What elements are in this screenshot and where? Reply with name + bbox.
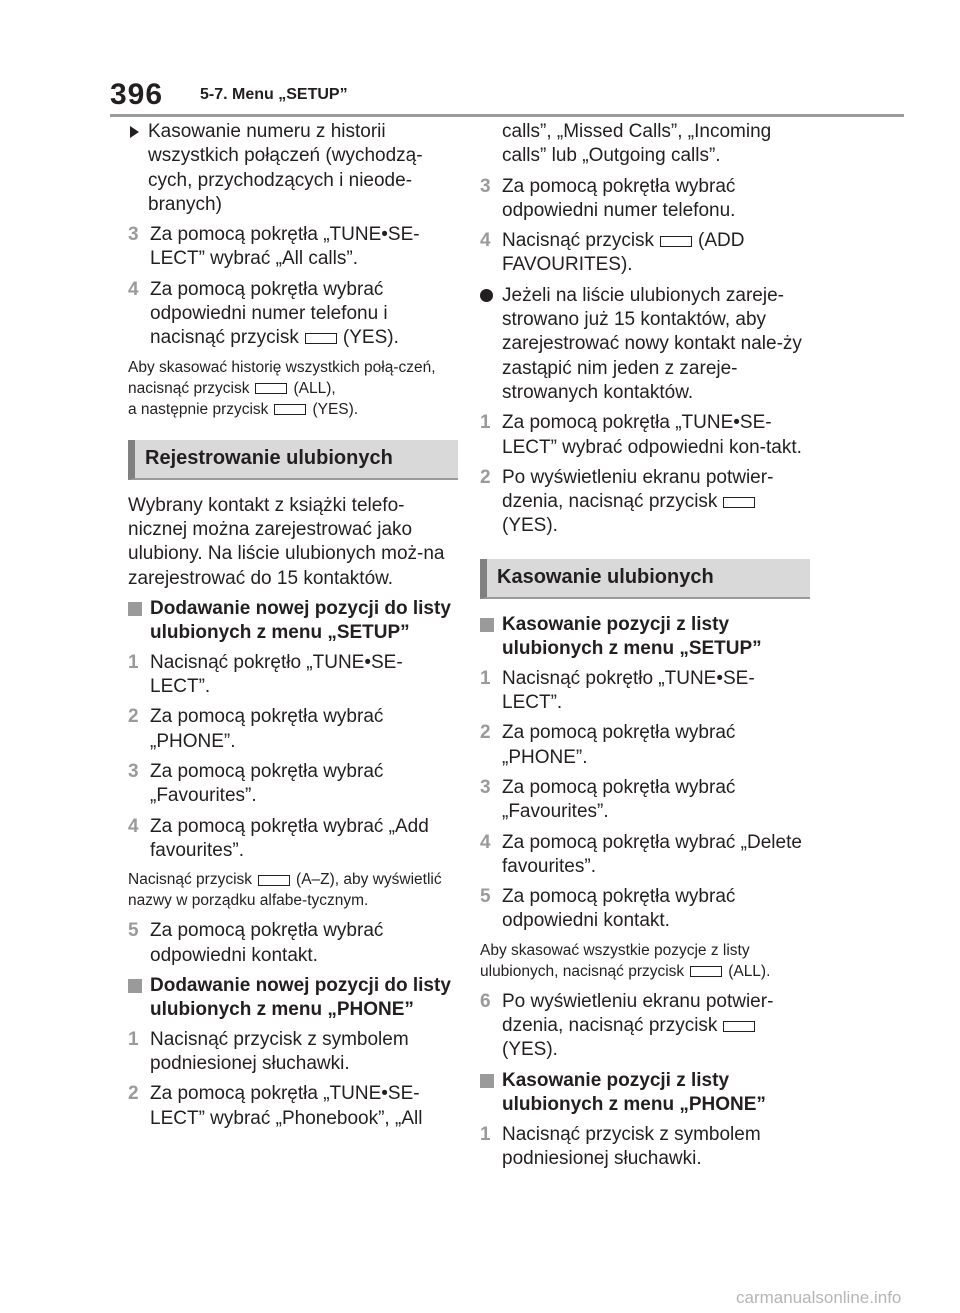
step-number: 2	[480, 722, 491, 744]
step-number: 1	[480, 1123, 491, 1145]
step-number: 1	[480, 412, 491, 434]
step-number: 2	[480, 466, 491, 488]
step: 4 Za pomocą pokrętła wybrać „Add favourites”.	[128, 815, 429, 861]
subheading: Dodawanie nowej pozycji do listy ulubionych z menu „PHONE”	[128, 974, 458, 1022]
step: 2 Za pomocą pokrętła „TUNE•SE-LECT” wybrać „Phonebook”, „All	[128, 1083, 423, 1129]
page-number: 396	[110, 78, 164, 111]
step: 5 Za pomocą pokrętła wybrać odpowiedni kontakt.	[480, 886, 736, 932]
button-icon	[723, 497, 755, 508]
square-icon	[128, 602, 142, 616]
button-icon	[305, 333, 337, 344]
step-number: 4	[480, 831, 491, 853]
step-number: 3	[480, 776, 491, 798]
button-icon	[255, 383, 287, 394]
step: 1 Nacisnąć pokrętło „TUNE•SE-LECT”.	[480, 667, 755, 714]
intro-paragraph: Wybrany kontakt z książki telefo-nicznej można zarejestrować jako ulubiony. Na liście ulubionych moż-na zarejestrować do 15 kontaktów.	[128, 494, 445, 589]
step-number: 4	[128, 278, 139, 300]
button-icon	[274, 404, 306, 415]
step: 4 Nacisnąć przycisk (ADD FAVOURITES).	[480, 230, 745, 276]
section-title: 5-7. Menu „SETUP”	[200, 86, 348, 103]
left-column	[128, 120, 458, 1137]
button-icon	[690, 966, 722, 977]
step-number: 4	[128, 815, 139, 837]
subheading: Dodawanie nowej pozycji do listy ulubionych z menu „SETUP”	[128, 597, 458, 645]
subheading: Kasowanie pozycji z listy ulubionych z menu „PHONE”	[480, 1069, 810, 1117]
bullet-item: Jeżeli na liście ulubionych zareje-strowano już 15 kontaktów, aby zarejestrować nowy kontakt nale-ży zastąpić nim jeden z zareje-strowanych kontaktów.	[480, 284, 810, 405]
step: 3 Za pomocą pokrętła wybrać odpowiedni numer telefonu.	[480, 175, 736, 221]
note: Aby skasować wszystkie pozycje z listy ulubionych, nacisnąć przycisk (ALL).	[480, 941, 771, 980]
step-number: 2	[128, 1083, 139, 1105]
note: Aby skasować historię wszystkich połą-czeń, nacisnąć przycisk (ALL), a następnie przycisk (YES).	[128, 358, 436, 418]
note: Nacisnąć przycisk (A–Z), aby wyświetlić nazwy w porządku alfabe-tycznym.	[128, 871, 442, 910]
right-column	[480, 120, 810, 1177]
step-number: 1	[480, 667, 491, 689]
step-number: 3	[480, 175, 491, 197]
button-icon	[258, 875, 290, 886]
step-number: 1	[128, 651, 139, 673]
step-number: 3	[128, 761, 139, 783]
continued-text: calls”, „Missed Calls”, „Incoming calls” lub „Outgoing calls”.	[502, 121, 772, 167]
bullet-icon	[480, 289, 493, 302]
step: 3 Za pomocą pokrętła wybrać „Favourites”.	[128, 761, 384, 807]
step-number: 6	[480, 990, 491, 1012]
step-number: 2	[128, 706, 139, 728]
page-header	[110, 78, 904, 114]
section-heading-register: Rejestrowanie ulubionych	[128, 440, 458, 480]
step: 2 Po wyświetleniu ekranu potwier-dzenia, nacisnąć przycisk(YES).	[480, 466, 774, 537]
step-number: 3	[128, 224, 139, 246]
step: 4 Za pomocą pokrętła wybrać „Delete favourites”.	[480, 831, 802, 877]
step: 2 Za pomocą pokrętła wybrać „PHONE”.	[480, 722, 736, 768]
arrow-item: Kasowanie numeru z historii wszystkich połączeń (wychodzą-cych, przychodzących i nieode-branych)	[128, 120, 458, 217]
button-icon	[723, 1021, 755, 1032]
watermark: carmanualsonline.info	[736, 1288, 902, 1307]
step: 4 Za pomocą pokrętła wybrać odpowiedni numer telefonu i nacisnąć przycisk (YES).	[128, 278, 399, 349]
square-icon	[480, 1074, 494, 1088]
step: 1 Nacisnąć przycisk z symbolem podniesionej słuchawki.	[480, 1123, 761, 1169]
step: 3 Za pomocą pokrętła wybrać „Favourites”.	[480, 776, 736, 823]
subheading: Kasowanie pozycji z listy ulubionych z menu „SETUP”	[480, 613, 810, 661]
step-number: 1	[128, 1028, 139, 1050]
step: 1 Nacisnąć pokrętło „TUNE•SE-LECT”.	[128, 651, 403, 698]
step: 1 Nacisnąć przycisk z symbolem podniesionej słuchawki.	[128, 1028, 409, 1075]
step: 3 Za pomocą pokrętła „TUNE•SE-LECT” wybrać „All calls”.	[128, 224, 420, 270]
section-heading-delete: Kasowanie ulubionych	[480, 559, 810, 599]
arrow-icon	[130, 126, 139, 138]
square-icon	[480, 618, 494, 632]
header-rule	[110, 114, 904, 117]
step-number: 5	[480, 886, 491, 908]
square-icon	[128, 979, 142, 993]
step-number: 5	[128, 920, 139, 942]
step: 5 Za pomocą pokrętła wybrać odpowiedni kontakt.	[128, 920, 384, 966]
button-icon	[660, 236, 692, 247]
step: 1 Za pomocą pokrętła „TUNE•SE-LECT” wybrać odpowiedni kon-takt.	[480, 412, 802, 458]
step: 6 Po wyświetleniu ekranu potwier-dzenia, nacisnąć przycisk(YES).	[480, 990, 774, 1061]
step: 2 Za pomocą pokrętła wybrać „PHONE”.	[128, 706, 384, 752]
step-number: 4	[480, 230, 491, 252]
